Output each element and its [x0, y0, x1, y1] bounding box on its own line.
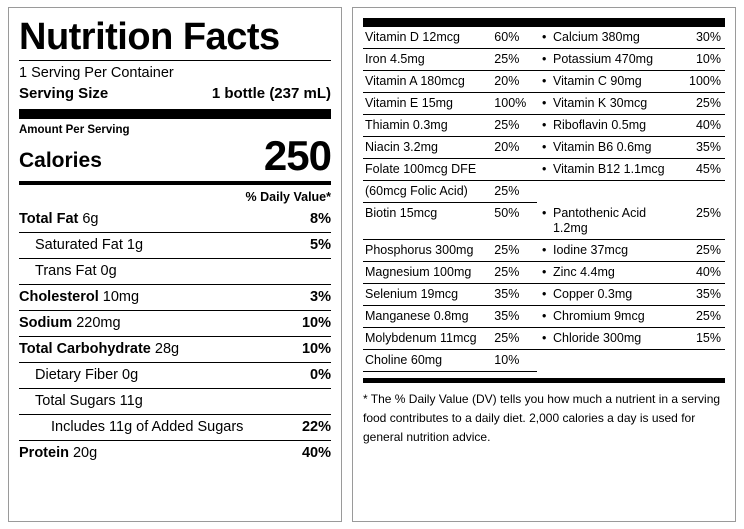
daily-value-footnote: * The % Daily Value (DV) tells you how much a nutrient in a serving food contributes to a daily diet. 2,000 calories a day is used for general nutrition advice. — [363, 391, 721, 444]
vitamin-right-dv: 45% — [678, 159, 725, 181]
nutrient-row — [19, 440, 331, 466]
vitamin-right-name — [551, 349, 678, 371]
vitamin-left-dv: 35% — [490, 305, 537, 327]
nutrient-row — [19, 310, 331, 336]
vitamin-separator-icon: • — [537, 305, 551, 327]
vitamin-left-dv: 25% — [490, 181, 537, 203]
vitamin-row — [363, 349, 725, 371]
vitamin-row — [363, 305, 725, 327]
page-title: Nutrition Facts — [19, 16, 280, 58]
nutrient-amount: 0g — [96, 263, 117, 279]
vitamin-left-name: Manganese 0.8mg — [363, 305, 490, 327]
nutrient-name: Sodium 220mg — [19, 315, 121, 331]
vitamin-left-name: Choline 60mg — [363, 349, 490, 371]
vitamin-left-dv: 25% — [490, 115, 537, 137]
nutrient-row — [19, 207, 331, 232]
vitamin-row — [363, 261, 725, 283]
nutrient-daily-value: 10% — [301, 315, 331, 331]
vitamin-left-name: Thiamin 0.3mg — [363, 115, 490, 137]
vitamin-left-name: Folate 100mcg DFE — [363, 159, 490, 181]
nutrient-name: Dietary Fiber 0g — [35, 367, 139, 383]
vitamin-right-dv — [678, 349, 725, 371]
vitamin-left-dv: 25% — [490, 239, 537, 261]
vitamin-right-dv: 100% — [678, 71, 725, 93]
nutrient-row — [19, 284, 331, 310]
vitamin-right-name: Calcium 380mg — [551, 27, 678, 49]
calories-label: Calories — [19, 149, 102, 172]
divider-vitamins-top — [363, 18, 725, 27]
nutrient-daily-value: 8% — [310, 211, 331, 227]
nutrient-row — [19, 336, 331, 362]
vitamin-left-name: Biotin 15mcg — [363, 203, 490, 240]
vitamin-right-name: Pantothenic Acid 1.2mg — [551, 203, 678, 240]
nutrient-list — [19, 207, 331, 466]
vitamin-separator-icon: • — [537, 27, 551, 49]
vitamin-separator-icon: • — [537, 203, 551, 240]
vitamin-right-name: Potassium 470mg — [551, 49, 678, 71]
vitamin-separator-icon: • — [537, 327, 551, 349]
nutrient-amount: 11g — [115, 393, 143, 409]
vitamin-row — [363, 49, 725, 71]
nutrient-daily-value: 40% — [301, 445, 331, 461]
nutrient-amount: 6g — [78, 211, 99, 227]
vitamin-right-dv: 35% — [678, 283, 725, 305]
vitamin-separator-icon: • — [537, 137, 551, 159]
vitamin-separator-icon: • — [537, 115, 551, 137]
vitamin-left-dv: 60% — [490, 27, 537, 49]
vitamin-row — [363, 283, 725, 305]
nutrient-daily-value: 10% — [301, 341, 331, 357]
vitamin-right-dv: 15% — [678, 327, 725, 349]
vitamin-right-name: Copper 0.3mg — [551, 283, 678, 305]
nutrient-daily-value: 3% — [310, 289, 331, 305]
nutrient-name: Cholesterol 10mg — [19, 289, 140, 305]
vitamin-right-dv: 30% — [678, 27, 725, 49]
nutrient-amount: 220mg — [72, 315, 121, 331]
vitamin-right-dv — [678, 181, 725, 203]
vitamin-left-name: Iron 4.5mg — [363, 49, 490, 71]
divider-vitamins-bottom — [363, 378, 725, 383]
vitamin-separator-icon — [537, 181, 551, 203]
vitamin-right-dv: 25% — [678, 239, 725, 261]
daily-value-header: % Daily Value* — [245, 190, 331, 204]
serving-size-label: Serving Size — [19, 85, 109, 102]
serving-size-row — [19, 85, 331, 105]
divider-thick-top — [19, 109, 331, 119]
nutrient-amount: 0g — [118, 367, 139, 383]
calories-value: 250 — [263, 132, 331, 179]
vitamin-right-dv: 25% — [678, 305, 725, 327]
nutrient-daily-value: 0% — [310, 367, 331, 383]
vitamin-separator-icon: • — [537, 71, 551, 93]
vitamin-separator-icon: • — [537, 93, 551, 115]
vitamin-row — [363, 203, 725, 240]
nutrient-amount: 28g — [150, 341, 180, 357]
vitamin-right-name: Iodine 37mcg — [551, 239, 678, 261]
vitamin-right-dv: 25% — [678, 93, 725, 115]
vitamin-left-name: Vitamin D 12mcg — [363, 27, 490, 49]
vitamin-left-name: Phosphorus 300mg — [363, 239, 490, 261]
vitamin-right-name: Chromium 9mcg — [551, 305, 678, 327]
vitamin-right-name: Vitamin K 30mcg — [551, 93, 678, 115]
divider-med-calories — [19, 181, 331, 185]
vitamin-right-dv: 40% — [678, 115, 725, 137]
vitamin-right-dv: 40% — [678, 261, 725, 283]
vitamin-left-dv: 35% — [490, 283, 537, 305]
vitamin-right-dv: 10% — [678, 49, 725, 71]
divider-title — [19, 60, 331, 61]
vitamins-panel — [352, 7, 736, 522]
vitamin-left-name: (60mcg Folic Acid) — [363, 181, 490, 203]
nutrient-name: Protein 20g — [19, 445, 98, 461]
vitamin-left-dv: 50% — [490, 203, 537, 240]
nutrient-daily-value: 22% — [301, 419, 331, 435]
vitamin-left-name: Magnesium 100mg — [363, 261, 490, 283]
vitamin-separator-icon: • — [537, 239, 551, 261]
vitamin-separator-icon: • — [537, 49, 551, 71]
vitamin-left-dv: 20% — [490, 137, 537, 159]
vitamin-row — [363, 115, 725, 137]
nutrient-row — [19, 232, 331, 258]
calories-row — [19, 134, 331, 178]
vitamins-table — [363, 27, 725, 372]
serving-size-value: 1 bottle (237 mL) — [211, 85, 331, 102]
vitamin-right-name: Riboflavin 0.5mg — [551, 115, 678, 137]
vitamin-row — [363, 71, 725, 93]
nutrient-row — [19, 414, 331, 440]
vitamin-left-name: Molybdenum 11mcg — [363, 327, 490, 349]
vitamin-left-dv: 100% — [490, 93, 537, 115]
vitamin-left-name: Niacin 3.2mg — [363, 137, 490, 159]
servings-per-container: 1 Serving Per Container — [19, 65, 174, 81]
vitamin-left-name: Vitamin E 15mg — [363, 93, 490, 115]
vitamin-right-name: Vitamin B6 0.6mg — [551, 137, 678, 159]
vitamin-row — [363, 137, 725, 159]
nutrient-name: Trans Fat 0g — [35, 263, 117, 279]
nutrient-row — [19, 388, 331, 414]
nutrient-row — [19, 362, 331, 388]
vitamin-row — [363, 181, 725, 203]
nutrient-amount: 10mg — [98, 289, 140, 305]
vitamin-right-name: Vitamin B12 1.1mcg — [551, 159, 678, 181]
vitamin-row — [363, 239, 725, 261]
nutrient-name: Saturated Fat 1g — [35, 237, 144, 253]
vitamin-left-dv — [490, 159, 537, 181]
vitamin-right-name: Vitamin C 90mg — [551, 71, 678, 93]
vitamin-row — [363, 27, 725, 49]
vitamin-left-name: Selenium 19mcg — [363, 283, 490, 305]
nutrition-facts-panel — [8, 7, 342, 522]
vitamin-right-dv: 25% — [678, 203, 725, 240]
vitamin-left-name: Vitamin A 180mcg — [363, 71, 490, 93]
nutrient-name: Includes 11g of Added Sugars — [51, 419, 244, 435]
vitamin-left-dv: 25% — [490, 49, 537, 71]
vitamin-left-dv: 25% — [490, 327, 537, 349]
vitamin-row — [363, 93, 725, 115]
vitamin-left-dv: 25% — [490, 261, 537, 283]
nutrient-amount: 20g — [68, 445, 98, 461]
vitamin-right-name: Zinc 4.4mg — [551, 261, 678, 283]
nutrient-name: Total Fat 6g — [19, 211, 99, 227]
vitamin-right-dv: 35% — [678, 137, 725, 159]
vitamin-row — [363, 159, 725, 181]
vitamin-left-dv: 10% — [490, 349, 537, 371]
nutrient-daily-value: 5% — [310, 237, 331, 253]
vitamin-left-dv: 20% — [490, 71, 537, 93]
vitamin-separator-icon: • — [537, 159, 551, 181]
nutrient-amount: 1g — [122, 237, 144, 253]
vitamin-separator-icon: • — [537, 261, 551, 283]
vitamin-separator-icon — [537, 349, 551, 371]
vitamin-right-name — [551, 181, 678, 203]
nutrient-row — [19, 258, 331, 284]
amount-per-serving-label: Amount Per Serving — [19, 124, 130, 136]
vitamin-right-name: Chloride 300mg — [551, 327, 678, 349]
vitamin-separator-icon: • — [537, 283, 551, 305]
nutrient-name: Total Sugars 11g — [35, 393, 143, 409]
vitamin-row — [363, 327, 725, 349]
nutrient-name: Total Carbohydrate 28g — [19, 341, 180, 357]
